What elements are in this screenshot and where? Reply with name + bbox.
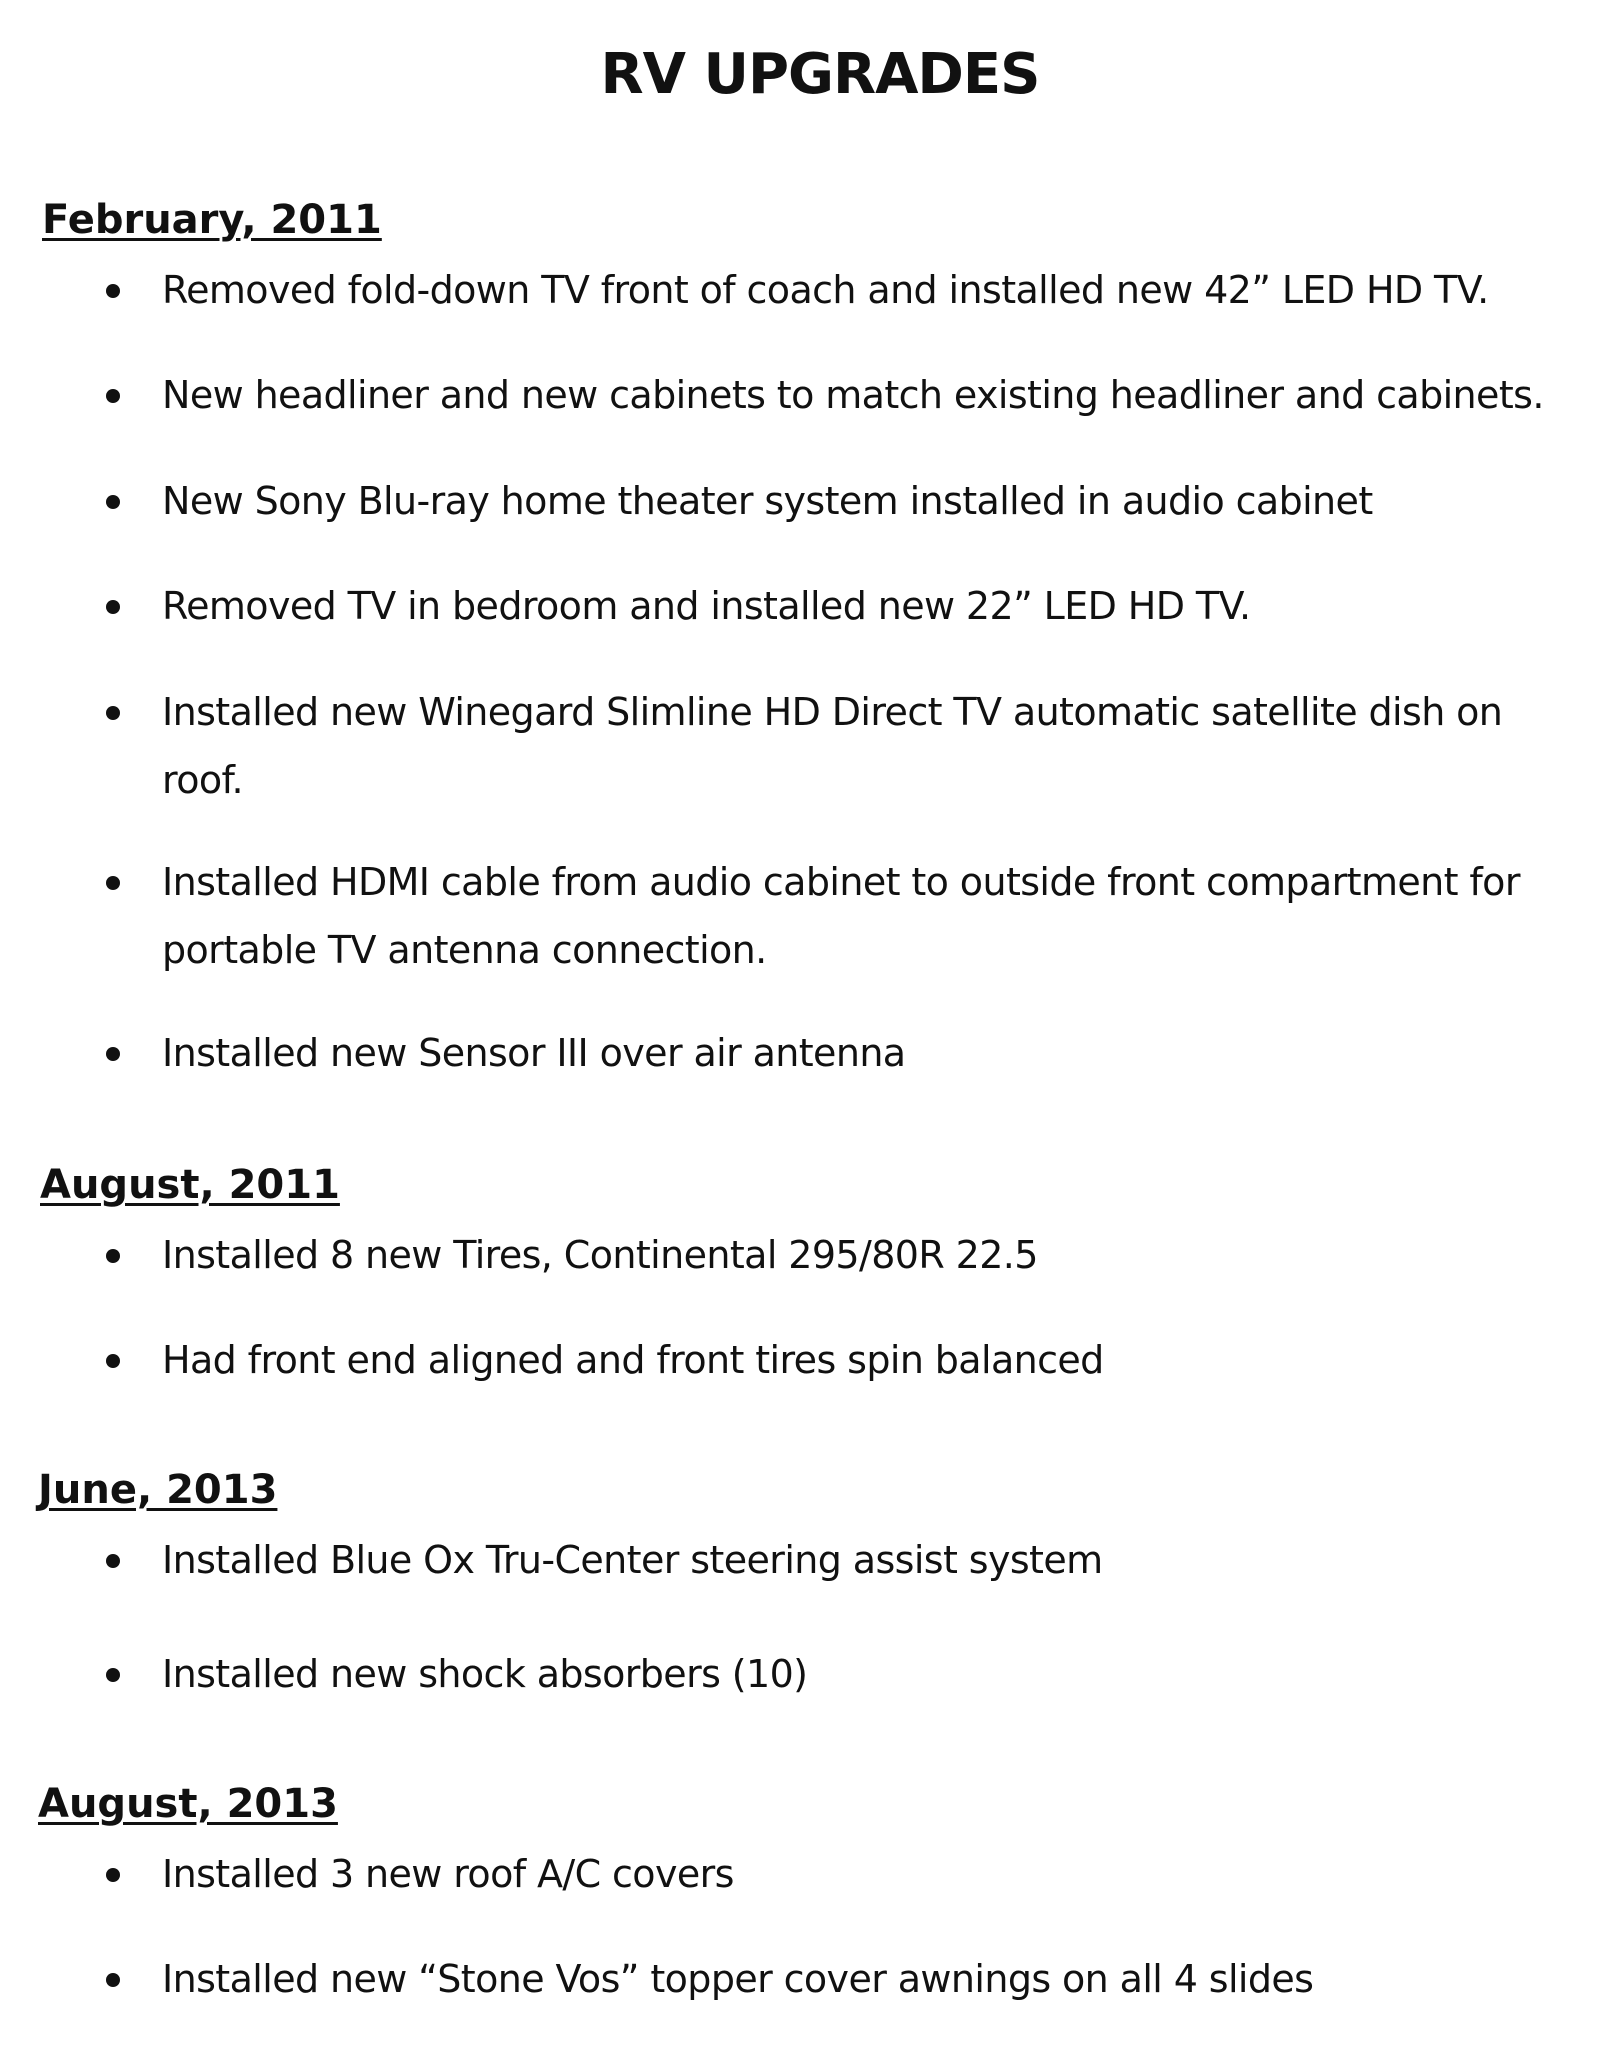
bullet-icon (106, 389, 120, 403)
list-item-text: Installed new “Stone Vos” topper cover awnings on all 4 slides (162, 1957, 1314, 2001)
list-item-text: Installed 8 new Tires, Continental 295/80R 22.5 (162, 1233, 1038, 1277)
section-heading-aug-2011: August, 2011 (40, 1162, 340, 1208)
list-item-text: Installed 3 new roof A/C covers (162, 1852, 734, 1896)
document-title: RV UPGRADES (600, 42, 1040, 107)
bullet-icon (106, 876, 120, 890)
list-item-text: Had front end aligned and front tires spin balanced (162, 1338, 1104, 1382)
bullet-icon (106, 1554, 120, 1568)
bullet-icon (106, 1354, 120, 1368)
list-item-text: Removed TV in bedroom and installed new 22” LED HD TV. (162, 584, 1251, 628)
list-item-text: New headliner and new cabinets to match existing headliner and cabinets. (162, 373, 1544, 417)
section-heading-feb-2011: February, 2011 (42, 197, 382, 243)
list-item-text: Installed new Winegard Slimline HD Direct TV automatic satellite dish on roof. (162, 690, 1503, 802)
bullet-icon (106, 1047, 120, 1061)
list-item-text: Installed Blue Ox Tru-Center steering assist system (162, 1538, 1103, 1582)
list-item-text: Removed fold-down TV front of coach and installed new 42” LED HD TV. (162, 268, 1489, 312)
bullet-icon (106, 1868, 120, 1882)
bullet-icon (106, 1249, 120, 1263)
bullet-icon (106, 706, 120, 720)
list-item-text: Installed new shock absorbers (10) (162, 1652, 808, 1696)
section-heading-jun-2013: June, 2013 (38, 1467, 278, 1513)
list-item-text: Installed new Sensor III over air antenna (162, 1031, 906, 1075)
bullet-icon (106, 284, 120, 298)
bullet-icon (106, 1668, 120, 1682)
list-item-text: New Sony Blu-ray home theater system installed in audio cabinet (162, 479, 1373, 523)
section-heading-aug-2013: August, 2013 (38, 1781, 338, 1827)
bullet-icon (106, 600, 120, 614)
list-item-text: Installed HDMI cable from audio cabinet to outside front compartment for portable TV antenna connection. (162, 860, 1520, 972)
bullet-icon (106, 1973, 120, 1987)
bullet-icon (106, 495, 120, 509)
